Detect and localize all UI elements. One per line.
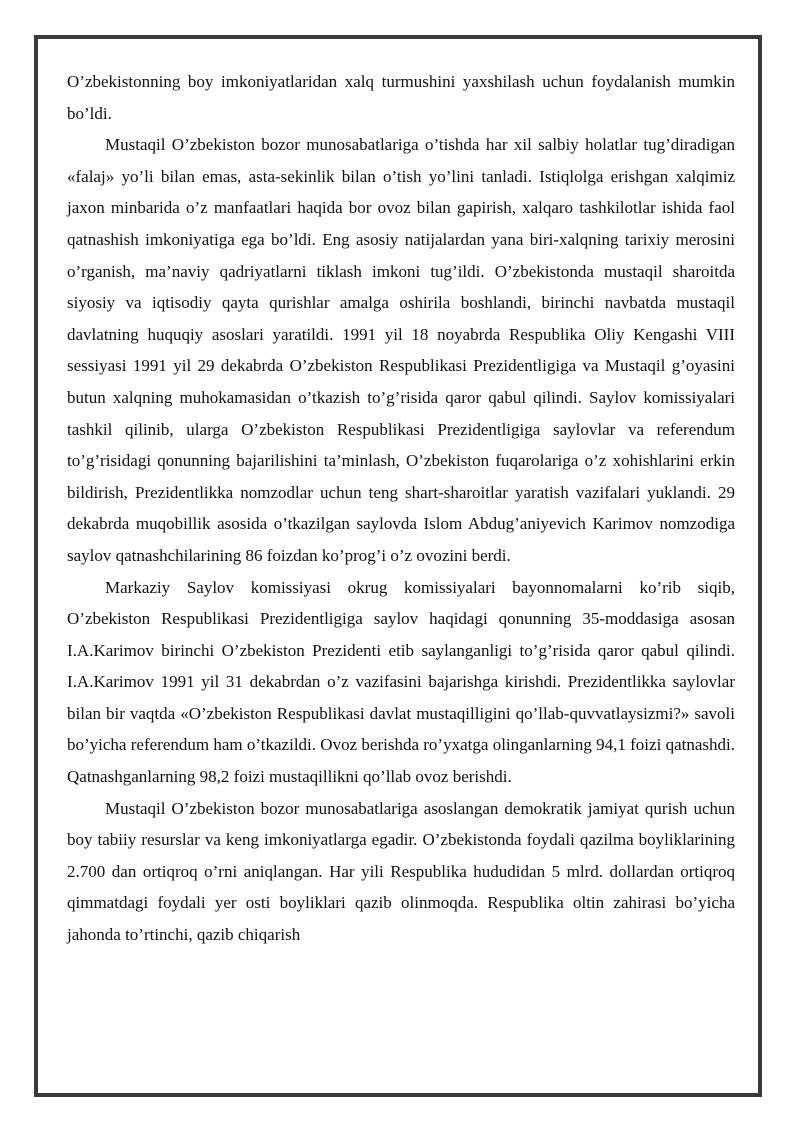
paragraph-2: Mustaqil O’zbekiston bozor munosabatlariga o’tishda har xil salbiy holatlar tug’diradigan «falaj» yo’li bilan emas, asta-sekinlik bilan o’tish yo’lini tanladi. Istiqlolga erishgan xalqimiz jaxon minbarida o’z manfaatlari haqida bor ovoz bilan gapirish, xalqaro tashkilotlar ishida faol qatnashish imkoniyatiga ega bo’ldi. Eng asosiy natijalardan yana biri-xalqning tarixiy merosini o’rganish, ma’naviy qadriyatlarni tiklash imkoni tug’ildi. O’zbekistonda mustaqil sharoitda siyosiy va iqtisodiy qayta qurishlar amalga oshirila boshlandi, birinchi navbatda mustaqil davlatning huquqiy asoslari yaratildi. 1991 yil 18 noyabrda Respublika Oliy Kengashi VIII sessiyasi 1991 yil 29 dekabrda O’zbekiston Respublikasi Prezidentligiga va Mustaqil g’oyasini butun xalqning muhokamasidan o’tkazish to’g’risida qaror qabul qilindi. Saylov komissiyalari tashkil qilinib, ularga O’zbekiston Respublikasi Prezidentligiga saylovlar va referendum to’g’risidagi qonunning bajarilishini ta’minlash, O’zbekiston fuqarolariga o’z xohishlarini erkin bildirish, Prezidentlikka nomzodlar uchun teng shart-sharoitlar yaratish vazifalari yuklandi. 29 dekabrda muqobillik asosida o’tkazilgan saylovda Islom Abdug’aniyevich Karimov nomzodiga saylov qatnashchilarining 86 foizdan ko’prog’i o’z ovozini berdi. <box>67 135 735 565</box>
page-frame <box>34 35 762 1097</box>
document-body <box>67 66 735 951</box>
paragraph-3: Markaziy Saylov komissiyasi okrug komissiyalari bayonnomalarni ko’rib siqib, O’zbekiston Respublikasi Prezidentligiga saylov haqidagi qonunning 35-moddasiga asosan I.A.Karimov birinchi O’zbekiston Prezidenti etib saylanganligi to’g’risida qaror qabul qilindi. I.A.Karimov 1991 yil 31 dekabrdan o’z vazifasini bajarishga kirishdi. Prezidentlikka saylovlar bilan bir vaqtda «O’zbekiston Respublikasi davlat mustaqilligini qo’llab-quvvatlaysizmi?» savoli bo’yicha referendum ham o’tkazildi. Ovoz berishda ro’yxatga olinganlarning 94,1 foizi qatnashdi. Qatnashganlarning 98,2 foizi mustaqillikni qo’llab ovoz berishdi. <box>67 577 735 787</box>
paragraph-1: O’zbekistonning boy imkoniyatlaridan xalq turmushini yaxshilash uchun foydalanish mumkin bo’ldi. <box>67 72 735 123</box>
paragraph-4: Mustaqil O’zbekiston bozor munosabatlariga asoslangan demokratik jamiyat qurish uchun boy tabiiy resurslar va keng imkoniyatlarga egadir. O’zbekistonda foydali qazilma boyliklarining 2.700 dan ortiqroq o’rni aniqlangan. Har yili Respublika hududidan 5 mlrd. dollardan ortiqroq qimmatdagi foydali yer osti boyliklari qazib olinmoqda. Respublika oltin zahirasi bo’yicha jahonda to’rtinchi, qazib chiqarish <box>67 798 735 945</box>
